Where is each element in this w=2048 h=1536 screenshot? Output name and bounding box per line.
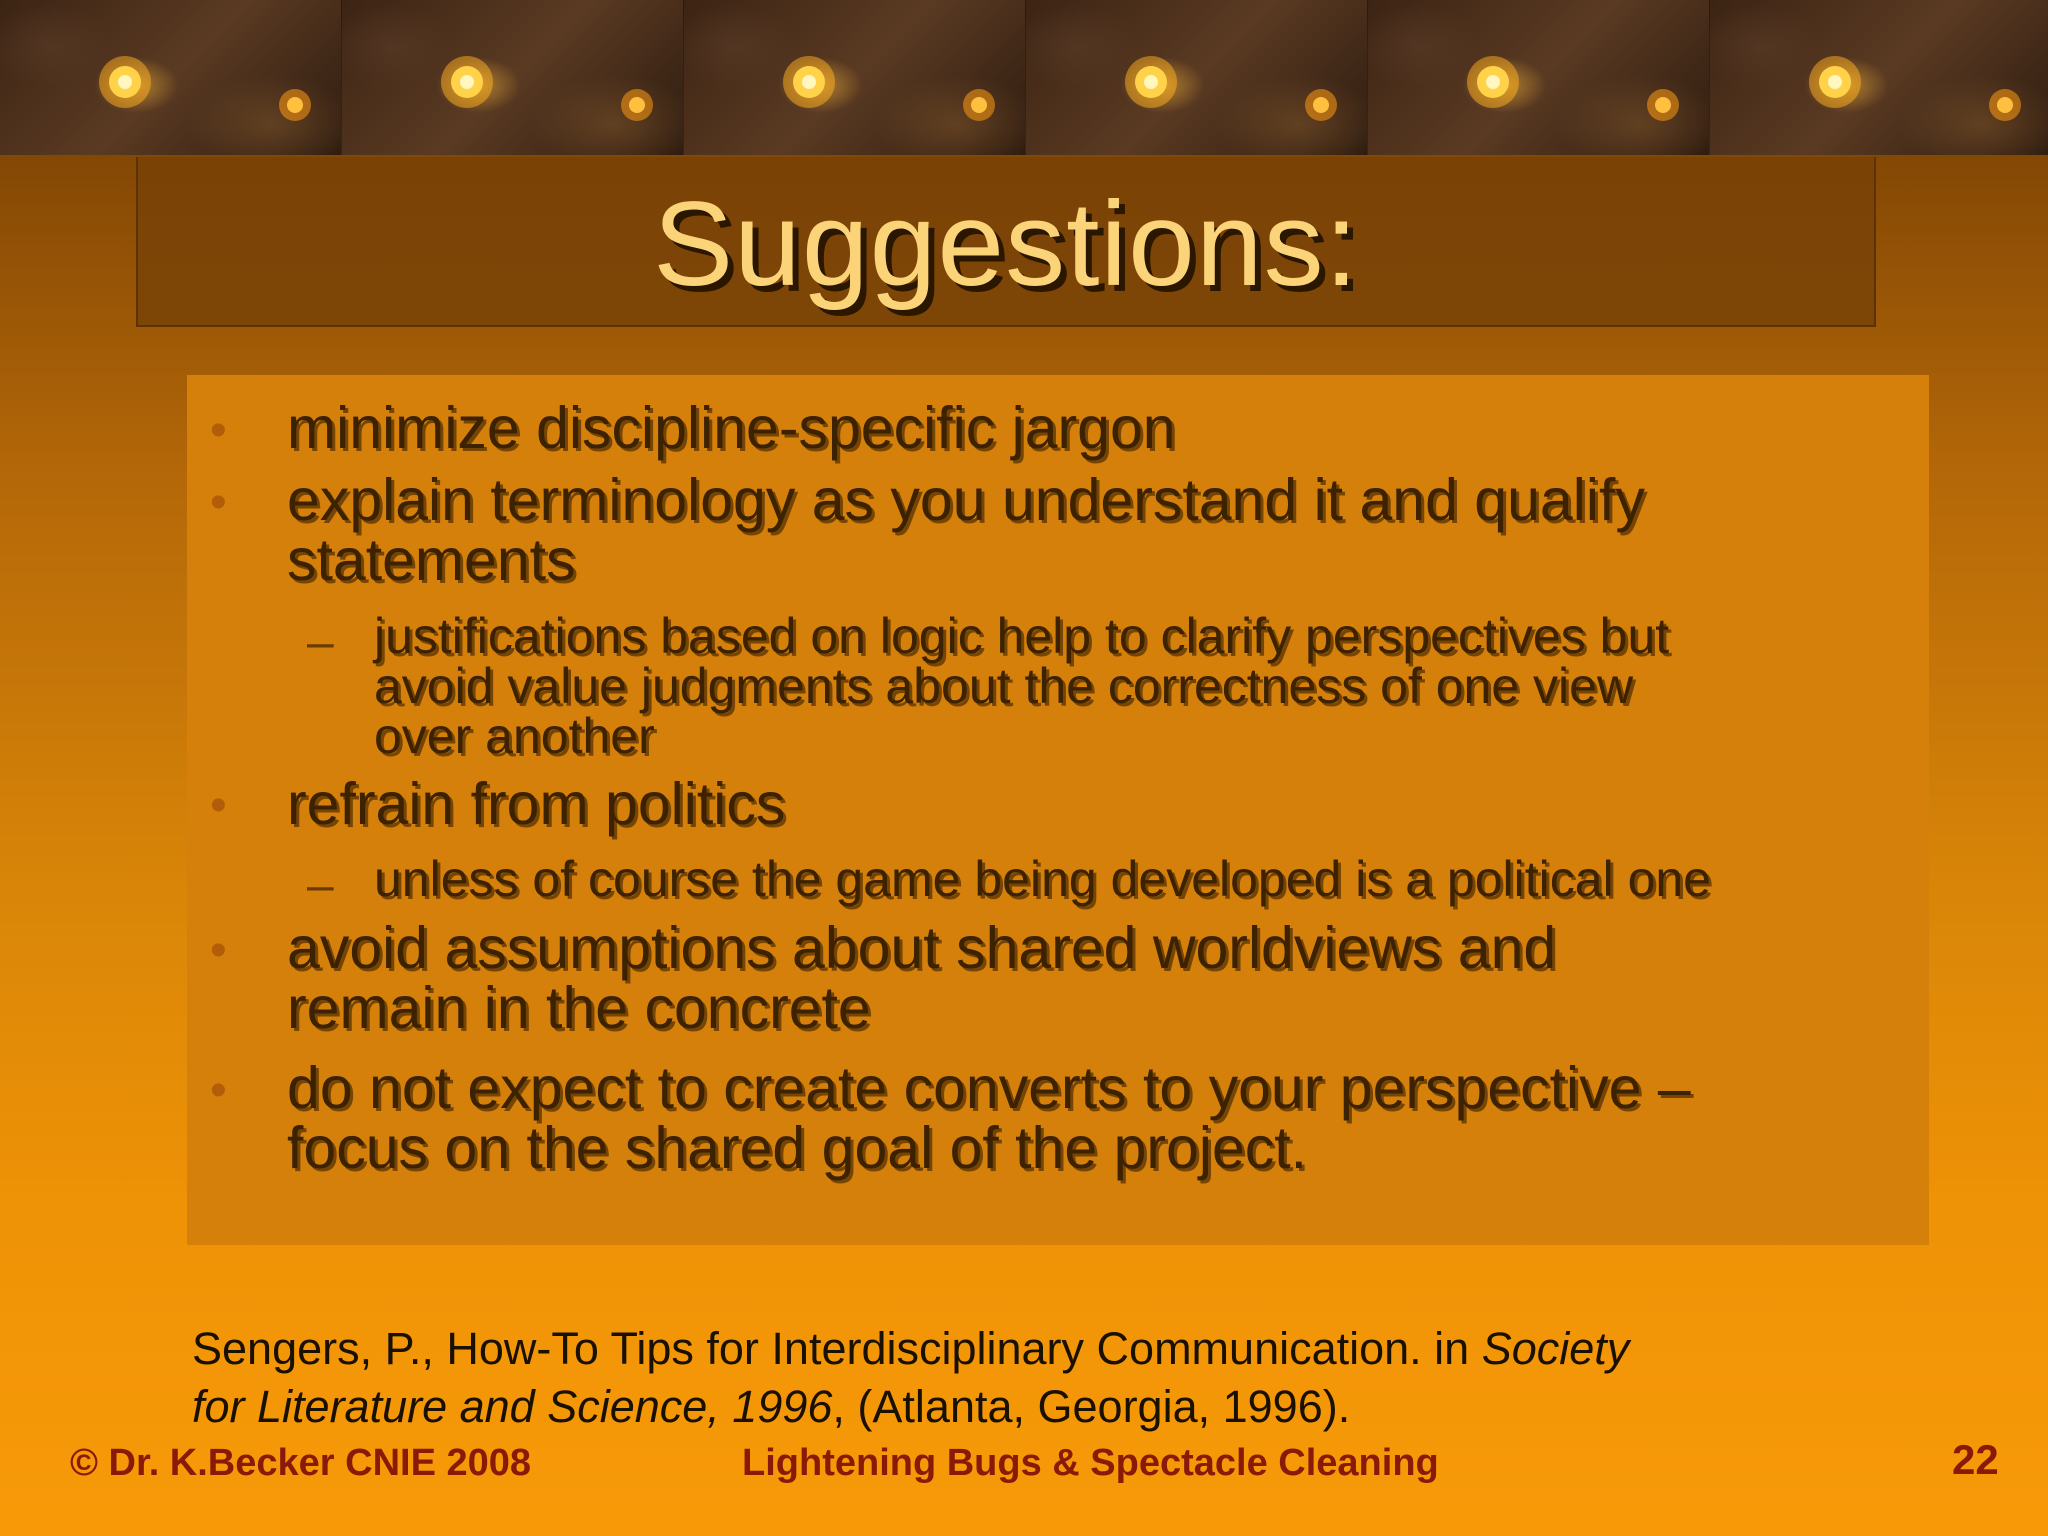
title-box xyxy=(136,157,1876,327)
bullet-marker: • xyxy=(210,779,227,832)
sub-bullet-marker: – xyxy=(307,616,334,669)
citation-italic: Society xyxy=(1481,1323,1630,1374)
bullet-item: refrain from politics xyxy=(287,771,786,837)
slide-title: Suggestions: xyxy=(653,177,1359,311)
citation-italic: for Literature and Science, 1996 xyxy=(192,1381,833,1432)
sub-bullet-item: unless of course the game being developed is a political one xyxy=(374,851,1711,907)
bullet-marker: • xyxy=(210,476,227,529)
firefly-light-image xyxy=(0,0,342,155)
sub-bullet-item-continued: over another xyxy=(374,708,655,764)
firefly-light-image xyxy=(1368,0,1710,155)
sub-bullet-item-continued: avoid value judgments about the correctness of one view xyxy=(374,658,1634,714)
firefly-light-image xyxy=(684,0,1026,155)
bullet-item-continued: statements xyxy=(287,527,576,593)
header-banner-image xyxy=(0,0,2048,155)
bullet-item: avoid assumptions about shared worldviews and xyxy=(287,915,1557,981)
citation-text: Sengers, P., How-To Tips for Interdisciplinary Communication. in xyxy=(192,1323,1482,1374)
bullet-item-continued: remain in the concrete xyxy=(287,975,871,1041)
firefly-light-image xyxy=(342,0,684,155)
bullet-item: explain terminology as you understand it and qualify xyxy=(287,467,1645,533)
firefly-light-image xyxy=(1710,0,2048,155)
sub-bullet-marker: – xyxy=(307,859,334,912)
footer-presentation-title: Lightening Bugs & Spectacle Cleaning xyxy=(742,1442,1439,1484)
footer-copyright: © Dr. K.Becker CNIE 2008 xyxy=(70,1442,532,1484)
slide-number: 22 xyxy=(1952,1436,1999,1483)
content-box xyxy=(187,375,1929,1245)
sub-bullet-item: justifications based on logic help to clarify perspectives but xyxy=(374,608,1670,664)
bullet-marker: • xyxy=(210,924,227,977)
citation xyxy=(192,1320,1892,1436)
bullet-item: minimize discipline-specific jargon xyxy=(287,395,1176,461)
bullet-marker: • xyxy=(210,404,227,457)
citation-text: , (Atlanta, Georgia, 1996). xyxy=(832,1381,1351,1432)
bullet-marker: • xyxy=(210,1064,227,1117)
firefly-light-image xyxy=(1026,0,1368,155)
bullet-item-continued: focus on the shared goal of the project. xyxy=(287,1115,1308,1181)
bullet-item: do not expect to create converts to your perspective – xyxy=(287,1055,1691,1121)
